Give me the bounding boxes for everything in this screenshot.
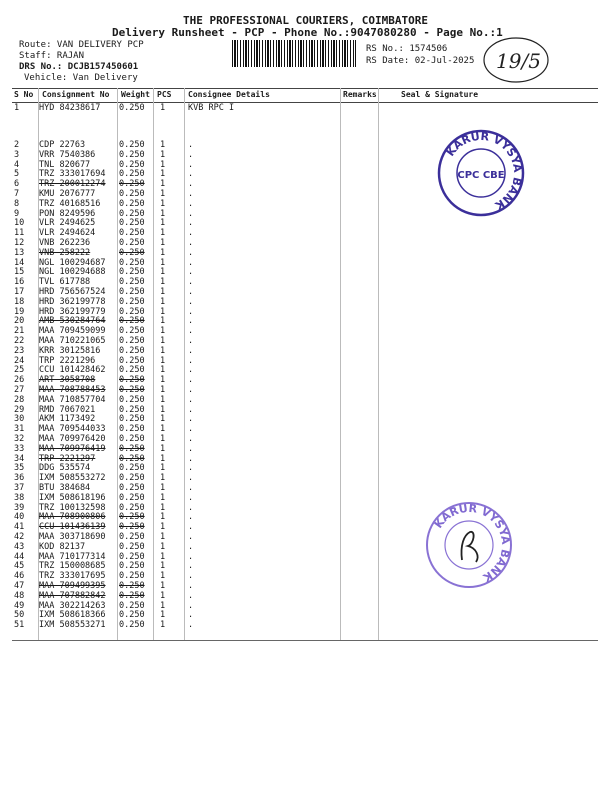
consignee-placeholder: . — [188, 267, 194, 278]
row-consignment: TRZ 333017695 — [39, 571, 106, 582]
row-weight: 0.250 — [119, 267, 145, 278]
col-sno: S No — [14, 90, 34, 99]
row-weight: 0.250 — [119, 296, 145, 307]
row-weight: 0.250 — [119, 198, 145, 209]
consignee-placeholder: . — [188, 394, 194, 405]
row-weight: 0.250 — [119, 316, 145, 327]
row-consignee: KVB RPC I — [188, 103, 235, 113]
row-consignment: NGL 100294687 — [39, 257, 106, 268]
row-consignment: VNB 258222 — [39, 247, 91, 258]
row-consignment: IXM 508618366 — [39, 610, 106, 621]
consignee-placeholder: . — [188, 571, 194, 582]
row-consignment: RMD 7067021 — [39, 404, 96, 415]
row-weight: 0.250 — [119, 522, 145, 533]
row-weight: 0.250 — [119, 228, 145, 239]
row-consignment: TVL 617788 — [39, 277, 91, 288]
handwritten-note — [476, 30, 556, 90]
row-consignment: HRD 362199779 — [39, 306, 106, 317]
col-seal: Seal & Signature — [401, 90, 479, 99]
consignee-placeholder: . — [188, 453, 194, 464]
row-weight: 0.250 — [119, 424, 145, 435]
route-label: Route: VAN DELIVERY PCP — [19, 40, 144, 50]
row-consignment: MAA 709459099 — [39, 326, 106, 337]
row-weight: 0.250 — [119, 492, 145, 503]
row-pcs: 1 — [160, 463, 166, 474]
consignee-placeholder: . — [188, 228, 194, 239]
row-consignment: HRD 756567524 — [39, 287, 106, 297]
row-pcs: 1 — [160, 492, 166, 503]
row-sno: 49 — [14, 600, 25, 611]
row-pcs: 1 — [160, 218, 166, 229]
row-weight: 0.250 — [119, 443, 145, 454]
row-sno: 51 — [14, 620, 25, 631]
row-consignment: PON 8249596 — [39, 208, 96, 219]
row-sno: 16 — [14, 277, 25, 288]
row-consignment: MAA 708900806 — [39, 512, 106, 523]
row-pcs: 1 — [160, 434, 166, 444]
consignee-placeholder: . — [188, 365, 194, 376]
table-header — [12, 88, 598, 103]
svg-text:19/5: 19/5 — [496, 49, 541, 73]
consignee-placeholder: . — [188, 140, 194, 150]
row-consignment: VLR 2494625 — [39, 218, 96, 229]
row-consignment: MAA 710177314 — [39, 551, 106, 562]
row-pcs: 1 — [160, 532, 166, 542]
consignee-placeholder: . — [188, 424, 194, 435]
consignee-placeholder: . — [188, 257, 194, 268]
row-sno: 48 — [14, 590, 25, 601]
row-consignment: TRZ 40168516 — [39, 198, 101, 209]
row-sno: 24 — [14, 355, 25, 366]
row-pcs: 1 — [160, 169, 166, 180]
consignee-placeholder: . — [188, 473, 194, 484]
row-weight: 0.250 — [119, 218, 145, 229]
consignee-placeholder: . — [188, 149, 194, 160]
row-sno: 25 — [14, 365, 25, 376]
consignee-placeholder: . — [188, 502, 194, 513]
row-consignment: TRZ 100132598 — [39, 502, 106, 513]
row-pcs: 1 — [160, 287, 166, 297]
row-weight: 0.250 — [119, 355, 145, 366]
row-weight: 0.250 — [119, 512, 145, 523]
consignee-placeholder: . — [188, 375, 194, 386]
row-weight: 0.250 — [119, 287, 145, 297]
row-pcs: 1 — [160, 189, 166, 199]
barcode — [232, 40, 356, 67]
row-sno: 9 — [14, 208, 20, 219]
row-pcs: 1 — [160, 522, 166, 533]
consignee-placeholder: . — [188, 159, 194, 170]
row-pcs: 1 — [160, 277, 166, 288]
row-sno: 32 — [14, 434, 25, 444]
row-consignment: TRZ 150008685 — [39, 561, 106, 572]
row-pcs: 1 — [160, 355, 166, 366]
row-sno: 43 — [14, 541, 25, 552]
row-sno: 50 — [14, 610, 25, 621]
row-weight: 0.250 — [119, 257, 145, 268]
row-consignment: MAA 709976420 — [39, 434, 106, 444]
row-sno: 35 — [14, 463, 25, 474]
consignee-placeholder: . — [188, 522, 194, 533]
row-consignment: NGL 100294688 — [39, 267, 106, 278]
row-sno: 38 — [14, 492, 25, 503]
row-weight: 0.250 — [119, 590, 145, 601]
row-weight: 0.250 — [119, 532, 145, 542]
consignee-placeholder: . — [188, 189, 194, 199]
consignee-placeholder: . — [188, 179, 194, 190]
row-weight: 0.250 — [119, 345, 145, 356]
row-weight: 0.250 — [119, 561, 145, 572]
row-pcs: 1 — [160, 590, 166, 601]
row-weight: 0.250 — [119, 306, 145, 317]
row-weight: 0.250 — [119, 365, 145, 376]
svg-text:CPC CBE: CPC CBE — [457, 170, 505, 181]
row-weight: 0.250 — [119, 473, 145, 484]
row-consignment: HYD 84238617 — [39, 103, 101, 113]
row-pcs: 1 — [160, 414, 166, 425]
column-divider — [340, 88, 341, 640]
row-pcs: 1 — [160, 336, 166, 346]
row-pcs: 1 — [160, 208, 166, 219]
drs-number: DRS No.: DCJB157450601 — [19, 62, 139, 72]
consignee-placeholder: . — [188, 463, 194, 474]
svg-text:KARUR VYSYA BANK: KARUR VYSYA BANK — [443, 129, 525, 213]
consignee-placeholder: . — [188, 208, 194, 219]
row-weight: 0.250 — [119, 149, 145, 160]
row-pcs: 1 — [160, 443, 166, 454]
row-pcs: 1 — [160, 404, 166, 415]
consignee-placeholder: . — [188, 590, 194, 601]
row-sno: 8 — [14, 198, 20, 209]
consignee-placeholder: . — [188, 247, 194, 258]
row-consignment: IXM 508618196 — [39, 492, 106, 503]
row-pcs: 1 — [160, 571, 166, 582]
row-pcs: 1 — [160, 561, 166, 572]
col-weight: Weight — [121, 90, 150, 99]
row-sno: 37 — [14, 483, 25, 493]
consignee-placeholder: . — [188, 492, 194, 503]
row-weight: 0.250 — [119, 140, 145, 150]
row-pcs: 1 — [160, 473, 166, 484]
row-pcs: 1 — [160, 610, 166, 621]
row-weight: 0.250 — [119, 247, 145, 258]
row-pcs: 1 — [160, 424, 166, 435]
row-consignment: MAA 708788453 — [39, 385, 106, 395]
consignee-placeholder: . — [188, 600, 194, 611]
row-pcs: 1 — [160, 600, 166, 611]
consignee-placeholder: . — [188, 169, 194, 180]
row-weight: 0.250 — [119, 571, 145, 582]
row-sno: 20 — [14, 316, 25, 327]
row-sno: 31 — [14, 424, 25, 435]
row-consignment: VNB 262236 — [39, 238, 91, 248]
row-pcs: 1 — [160, 296, 166, 307]
row-pcs: 1 — [160, 103, 166, 113]
row-sno: 2 — [14, 140, 20, 150]
consignee-placeholder: . — [188, 610, 194, 621]
row-sno: 1 — [14, 103, 20, 113]
row-consignment: KRR 30125816 — [39, 345, 101, 356]
row-weight: 0.250 — [119, 103, 145, 113]
row-weight: 0.250 — [119, 404, 145, 415]
consignee-placeholder: . — [188, 326, 194, 337]
company-name: THE PROFESSIONAL COURIERS, COIMBATORE — [183, 14, 429, 27]
row-sno: 15 — [14, 267, 25, 278]
row-sno: 33 — [14, 443, 25, 454]
consignee-placeholder: . — [188, 296, 194, 307]
row-weight: 0.250 — [119, 385, 145, 395]
consignee-placeholder: . — [188, 541, 194, 552]
row-pcs: 1 — [160, 198, 166, 209]
row-pcs: 1 — [160, 581, 166, 591]
row-pcs: 1 — [160, 512, 166, 523]
row-sno: 47 — [14, 581, 25, 591]
row-sno: 14 — [14, 257, 25, 268]
row-consignment: MAA 302214263 — [39, 600, 106, 611]
row-consignment: IXM 508553272 — [39, 473, 106, 484]
row-sno: 27 — [14, 385, 25, 395]
row-sno: 45 — [14, 561, 25, 572]
row-sno: 44 — [14, 551, 25, 562]
row-sno: 42 — [14, 532, 25, 542]
consignee-placeholder: . — [188, 306, 194, 317]
row-weight: 0.250 — [119, 238, 145, 248]
consignee-placeholder: . — [188, 238, 194, 248]
row-consignment: IXM 508553271 — [39, 620, 106, 631]
row-sno: 36 — [14, 473, 25, 484]
row-consignment: MAA 707882842 — [39, 590, 106, 601]
row-consignment: TRZ 200012274 — [39, 179, 106, 190]
consignee-placeholder: . — [188, 345, 194, 356]
row-pcs: 1 — [160, 394, 166, 405]
row-pcs: 1 — [160, 483, 166, 493]
row-consignment: DDG 535574 — [39, 463, 91, 474]
row-weight: 0.250 — [119, 414, 145, 425]
row-consignment: MAA 303718690 — [39, 532, 106, 542]
row-consignment: VLR 2494624 — [39, 228, 96, 239]
row-consignment: VRR 7540386 — [39, 149, 96, 160]
row-sno: 4 — [14, 159, 20, 170]
row-weight: 0.250 — [119, 277, 145, 288]
row-weight: 0.250 — [119, 610, 145, 621]
runsheet-title: Delivery Runsheet - PCP - Phone No.:9047080280 - Page No.:1 — [112, 26, 503, 39]
consignee-placeholder: . — [188, 581, 194, 591]
row-consignment: MAA 710221065 — [39, 336, 106, 346]
row-weight: 0.250 — [119, 453, 145, 464]
column-divider — [117, 88, 118, 640]
col-consignment: Consignment No — [42, 90, 110, 99]
row-consignment: HRD 362199778 — [39, 296, 106, 307]
row-sno: 34 — [14, 453, 25, 464]
row-weight: 0.250 — [119, 159, 145, 170]
row-pcs: 1 — [160, 453, 166, 464]
consignee-placeholder: . — [188, 434, 194, 444]
row-sno: 19 — [14, 306, 25, 317]
row-sno: 26 — [14, 375, 25, 386]
consignee-placeholder: . — [188, 218, 194, 229]
row-sno: 5 — [14, 169, 20, 180]
row-weight: 0.250 — [119, 483, 145, 493]
consignee-placeholder: . — [188, 551, 194, 562]
row-sno: 18 — [14, 296, 25, 307]
consignee-placeholder: . — [188, 512, 194, 523]
signature — [461, 532, 477, 562]
table-bottom-border — [12, 640, 598, 641]
column-divider — [378, 88, 379, 640]
row-consignment: MAA 710857704 — [39, 394, 106, 405]
row-weight: 0.250 — [119, 394, 145, 405]
consignee-placeholder: . — [188, 287, 194, 297]
row-sno: 12 — [14, 238, 25, 248]
rs-number: RS No.: 1574506 — [366, 44, 448, 54]
row-consignment: TNL 820677 — [39, 159, 91, 170]
row-sno: 11 — [14, 228, 25, 239]
row-consignment: KMU 2076777 — [39, 189, 96, 199]
row-weight: 0.250 — [119, 189, 145, 199]
col-remarks: Remarks — [343, 90, 377, 99]
column-divider — [153, 88, 154, 640]
row-consignment: ART 3058708 — [39, 375, 96, 386]
row-consignment: CDP 22763 — [39, 140, 86, 150]
row-sno: 6 — [14, 179, 20, 190]
row-pcs: 1 — [160, 551, 166, 562]
vehicle-label: Vehicle: Van Delivery — [24, 73, 138, 83]
col-pcs: PCS — [157, 90, 172, 99]
row-sno: 29 — [14, 404, 25, 415]
row-pcs: 1 — [160, 179, 166, 190]
row-sno: 28 — [14, 394, 25, 405]
row-weight: 0.250 — [119, 336, 145, 346]
karur-vysya-bank-seal-1 — [436, 128, 526, 218]
row-pcs: 1 — [160, 620, 166, 631]
row-consignment: MAA 709544033 — [39, 424, 106, 435]
row-sno: 3 — [14, 149, 20, 160]
row-pcs: 1 — [160, 267, 166, 278]
column-divider — [184, 88, 185, 640]
staff-label: Staff: RAJAN — [19, 51, 85, 61]
consignee-placeholder: . — [188, 532, 194, 542]
row-consignment: KOD 82137 — [39, 541, 86, 552]
row-consignment: BTU 384684 — [39, 483, 91, 493]
row-weight: 0.250 — [119, 463, 145, 474]
row-pcs: 1 — [160, 247, 166, 258]
row-sno: 41 — [14, 522, 25, 533]
row-sno: 23 — [14, 345, 25, 356]
row-sno: 13 — [14, 247, 25, 258]
row-weight: 0.250 — [119, 620, 145, 631]
consignee-placeholder: . — [188, 277, 194, 288]
row-weight: 0.250 — [119, 179, 145, 190]
row-sno: 17 — [14, 287, 25, 297]
row-sno: 21 — [14, 326, 25, 337]
row-sno: 7 — [14, 189, 20, 199]
row-sno: 39 — [14, 502, 25, 513]
row-sno: 22 — [14, 336, 25, 346]
row-consignment: TRP 2221296 — [39, 355, 96, 366]
row-weight: 0.250 — [119, 551, 145, 562]
row-sno: 30 — [14, 414, 25, 425]
row-pcs: 1 — [160, 238, 166, 248]
consignee-placeholder: . — [188, 483, 194, 493]
row-weight: 0.250 — [119, 375, 145, 386]
row-pcs: 1 — [160, 149, 166, 160]
consignee-placeholder: . — [188, 443, 194, 454]
row-pcs: 1 — [160, 365, 166, 376]
consignee-placeholder: . — [188, 385, 194, 395]
row-sno: 10 — [14, 218, 25, 229]
row-weight: 0.250 — [119, 208, 145, 219]
row-consignment: CCU 101436139 — [39, 522, 106, 533]
row-consignment: MAA 709976419 — [39, 443, 106, 454]
consignee-placeholder: . — [188, 336, 194, 346]
row-sno: 40 — [14, 512, 25, 523]
row-weight: 0.250 — [119, 169, 145, 180]
consignee-placeholder: . — [188, 561, 194, 572]
row-consignment: TRZ 333017694 — [39, 169, 106, 180]
row-pcs: 1 — [160, 541, 166, 552]
row-weight: 0.250 — [119, 600, 145, 611]
row-pcs: 1 — [160, 385, 166, 395]
svg-text:KARUR VYSYA BANK: KARUR VYSYA BANK — [431, 501, 513, 585]
row-weight: 0.250 — [119, 541, 145, 552]
row-consignment: MAA 709499395 — [39, 581, 106, 591]
row-consignment: TRP 2221297 — [39, 453, 96, 464]
row-consignment: AMB 530284764 — [39, 316, 106, 327]
row-weight: 0.250 — [119, 502, 145, 513]
consignee-placeholder: . — [188, 316, 194, 327]
row-pcs: 1 — [160, 228, 166, 239]
row-consignment: AKM 1173492 — [39, 414, 96, 425]
row-weight: 0.250 — [119, 581, 145, 591]
row-pcs: 1 — [160, 375, 166, 386]
row-pcs: 1 — [160, 140, 166, 150]
col-consignee: Consignee Details — [188, 90, 270, 99]
row-consignment: CCU 101428462 — [39, 365, 106, 376]
consignee-placeholder: . — [188, 404, 194, 415]
consignee-placeholder: . — [188, 620, 194, 631]
row-sno: 46 — [14, 571, 25, 582]
row-weight: 0.250 — [119, 326, 145, 337]
row-weight: 0.250 — [119, 434, 145, 444]
row-pcs: 1 — [160, 159, 166, 170]
row-pcs: 1 — [160, 345, 166, 356]
row-pcs: 1 — [160, 316, 166, 327]
row-pcs: 1 — [160, 326, 166, 337]
row-pcs: 1 — [160, 306, 166, 317]
rs-date: RS Date: 02-Jul-2025 — [366, 56, 475, 66]
karur-vysya-bank-seal-2 — [424, 500, 514, 590]
row-pcs: 1 — [160, 502, 166, 513]
consignee-placeholder: . — [188, 414, 194, 425]
consignee-placeholder: . — [188, 355, 194, 366]
row-pcs: 1 — [160, 257, 166, 268]
consignee-placeholder: . — [188, 198, 194, 209]
